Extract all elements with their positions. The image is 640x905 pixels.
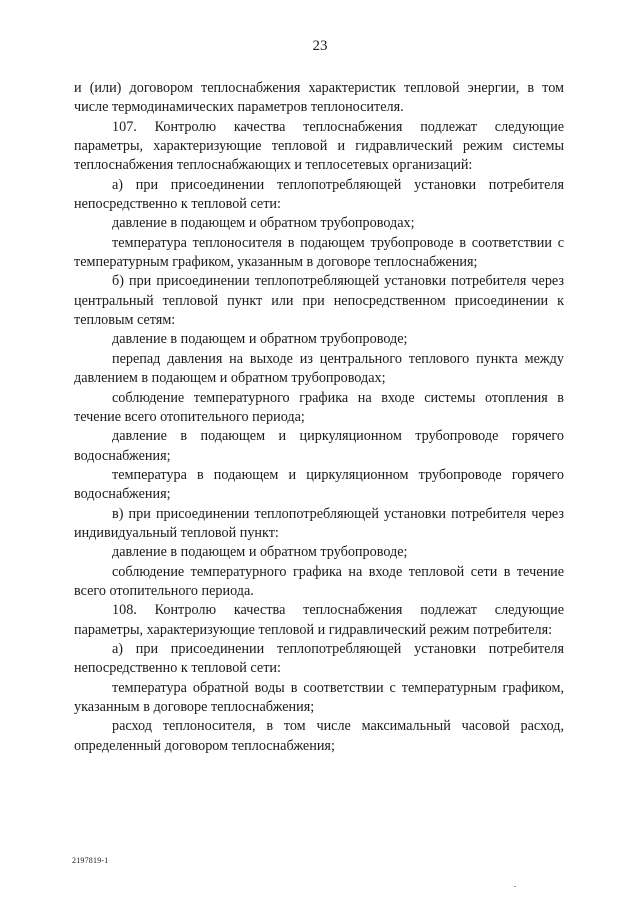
paragraph-clause-108: 108. Контролю качества теплоснабжения подлежат следующие параметры, характеризующие тепловой и гидравлический режим потребителя:: [74, 602, 564, 638]
paragraph: температура теплоносителя в подающем трубопроводе в соответствии с температурным графиком, указанным в договоре теплоснабжения;: [74, 234, 564, 271]
paragraph-item-a: а) при присоединении теплопотребляющей установки потребителя непосредственно к тепловой сети:: [74, 176, 564, 213]
paragraph-clause-107: 107. Контролю качества теплоснабжения подлежат следующие параметры, характеризующие тепловой и гидравлический режим системы теплоснабжения теплоснабжающих и теплосетевых организаций:: [74, 118, 564, 174]
paragraph: расход теплоносителя, в том числе максимальный часовой расход, определенный договором теплоснабжения;: [74, 718, 564, 754]
paragraph: соблюдение температурного графика на входе тепловой сети в течение всего отопительного периода.: [74, 563, 564, 599]
scan-speck: [514, 886, 516, 887]
paragraph: температура в подающем и циркуляционном трубопроводе горячего водоснабжения;: [74, 466, 564, 503]
paragraph: соблюдение температурного графика на входе системы отопления в течение всего отопительного периода;: [74, 389, 564, 425]
paragraph: давление в подающем и циркуляционном трубопроводе горячего водоснабжения;: [74, 428, 564, 464]
paragraph-continuation: и (или) договором теплоснабжения характеристик тепловой энергии, в том числе термодинамических параметров теплоносителя.: [74, 80, 564, 116]
paragraph-item-v: в) при присоединении теплопотребляющей установки потребителя через индивидуальный тепловой пункт:: [74, 505, 564, 541]
paragraph-item-a: а) при присоединении теплопотребляющей установки потребителя непосредственно к тепловой сети:: [74, 640, 564, 677]
document-body: [74, 79, 564, 756]
paragraph-item-b: б) при присоединении теплопотребляющей установки потребителя через центральный тепловой пункт или при непосредственном присоединении к тепловым сетям:: [74, 273, 564, 329]
page-number: 23: [312, 38, 328, 54]
paragraph: давление в подающем и обратном трубопроводе;: [112, 331, 408, 348]
document-code: 2197819-1: [72, 856, 109, 865]
paragraph: перепад давления на выходе из центрального теплового пункта между давлением в подающем и обратном трубопроводах;: [74, 350, 564, 387]
paragraph: давление в подающем и обратном трубопроводах;: [112, 215, 415, 232]
paragraph: температура обратной воды в соответствии с температурным графиком, указанным в договоре теплоснабжения;: [74, 679, 564, 715]
paragraph: давление в подающем и обратном трубопроводе;: [112, 544, 408, 561]
